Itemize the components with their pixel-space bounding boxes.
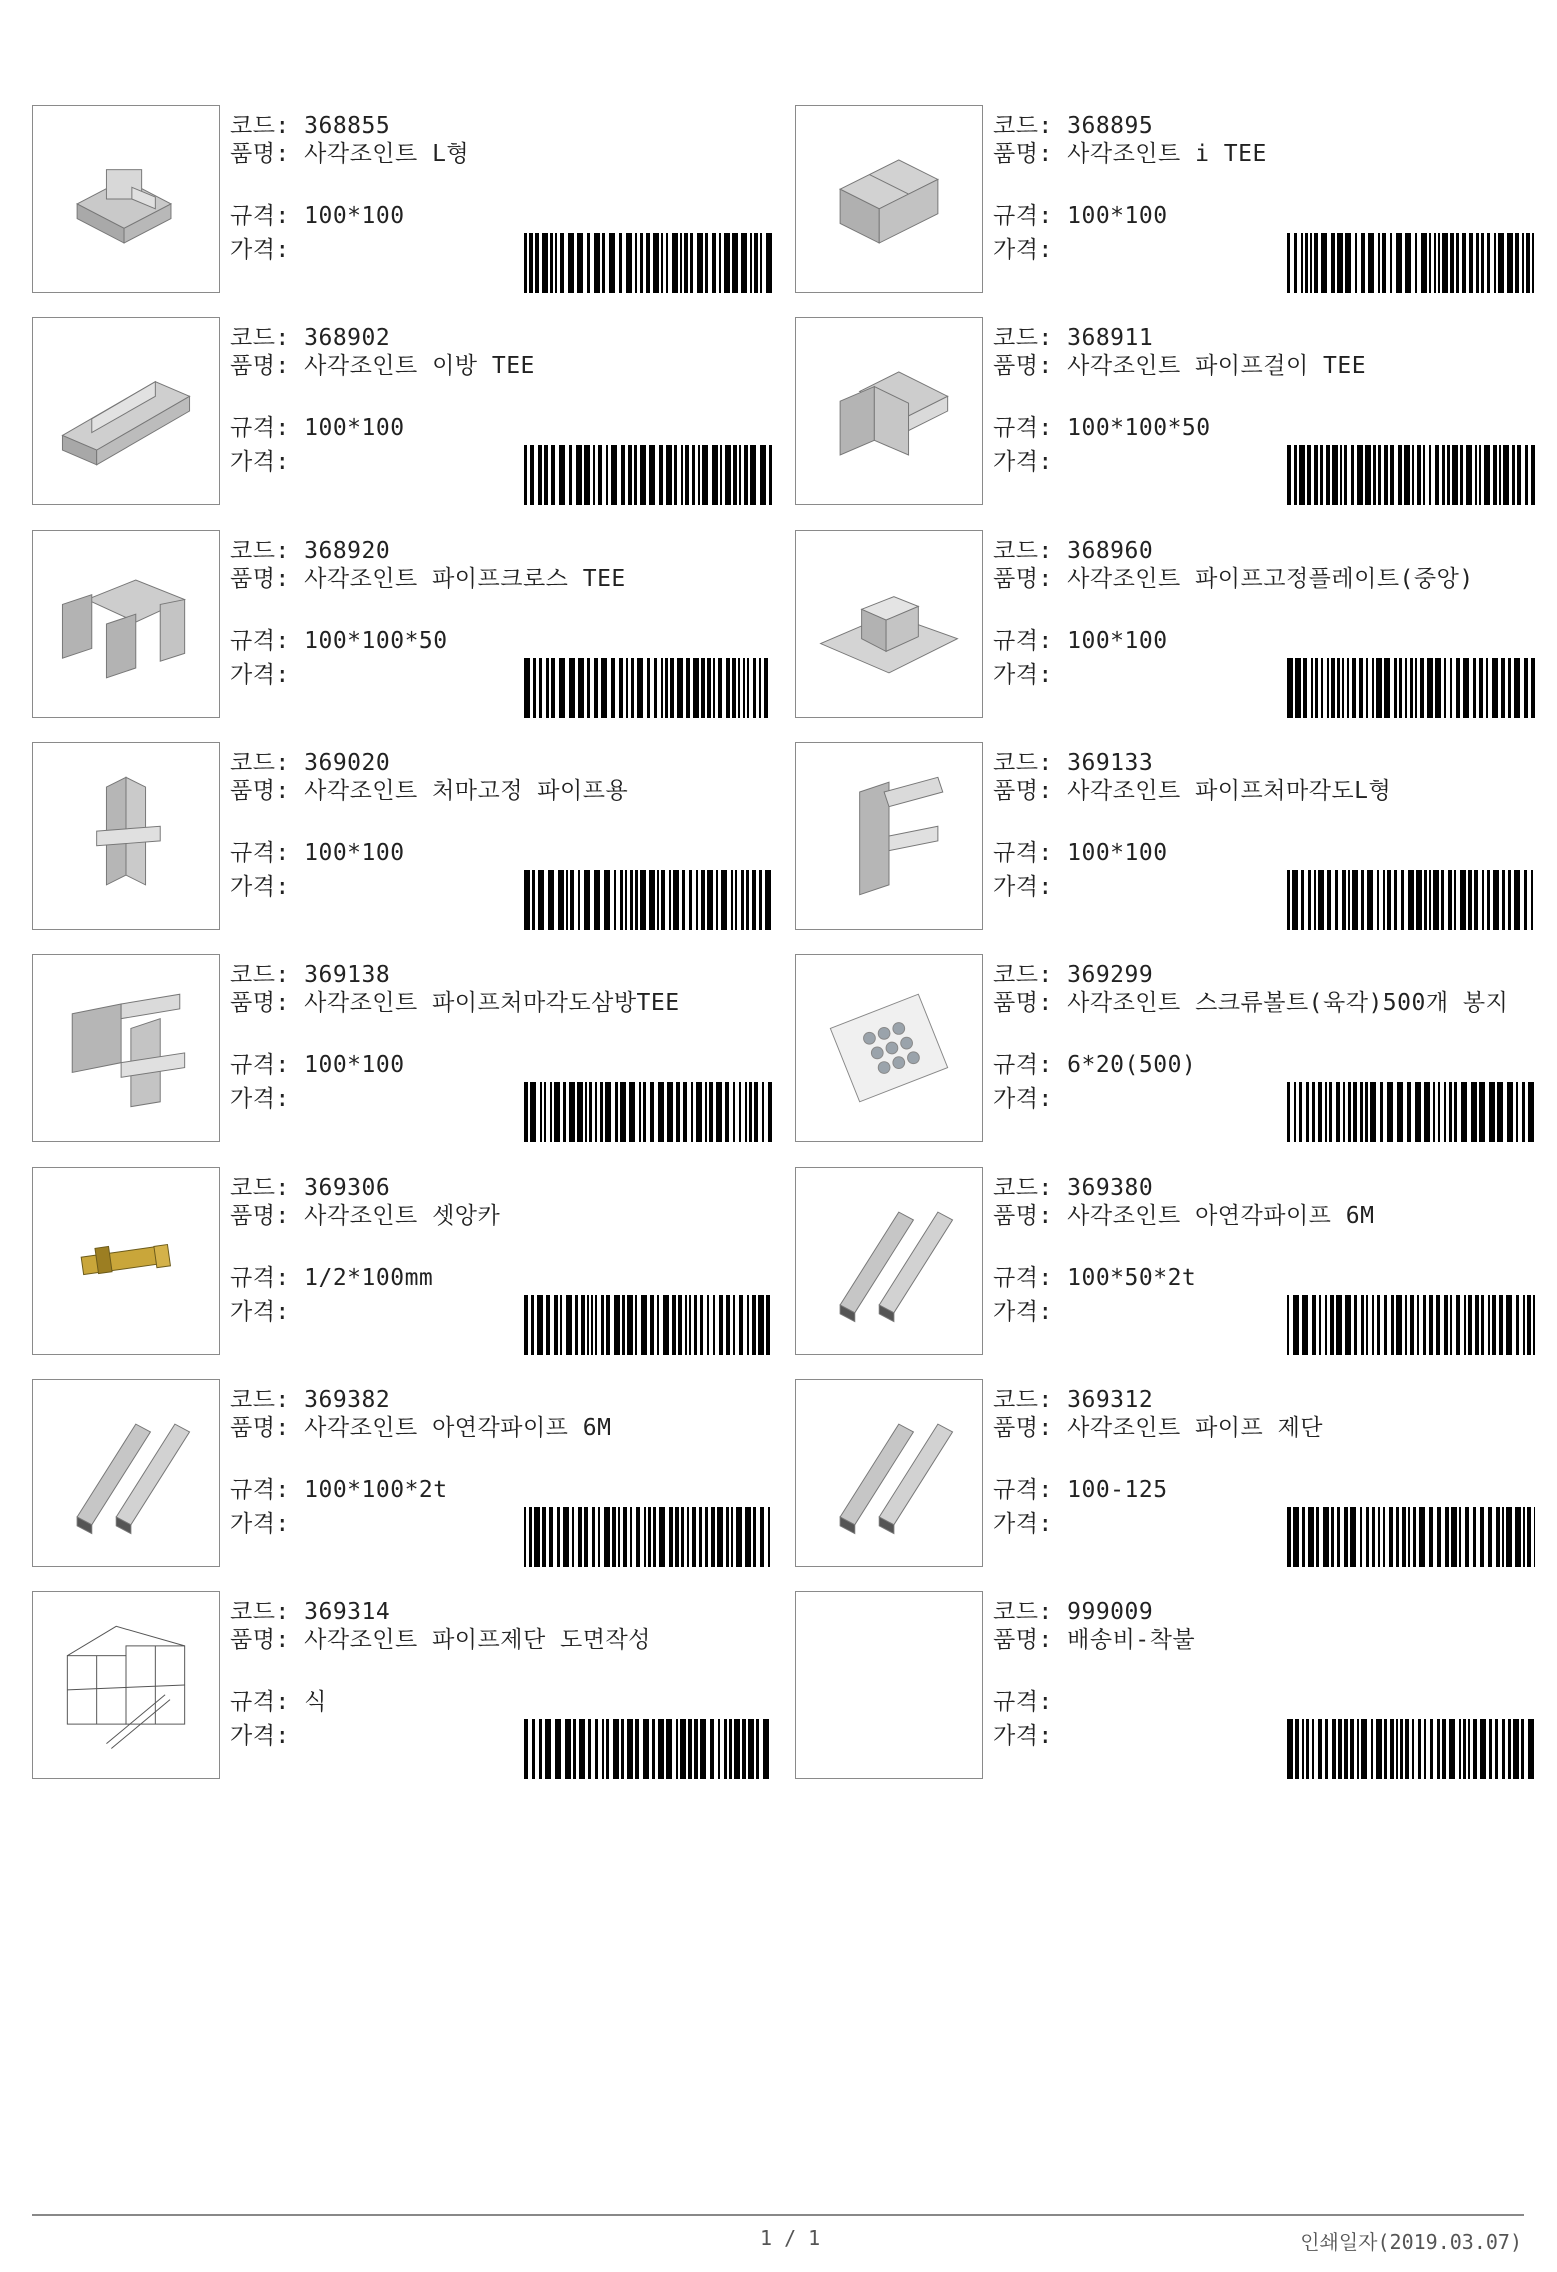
product-image: [795, 1591, 983, 1779]
product-name: 품명: 사각조인트 아연각파이프 6M: [230, 1414, 612, 1441]
product-code: 코드: 369020: [230, 749, 391, 776]
product-name: 품명: 사각조인트 처마고정 파이프용: [230, 777, 629, 804]
product-name: 품명: 사각조인트 파이프 제단: [993, 1414, 1324, 1441]
product-spec: 규격: 100*100: [230, 1052, 405, 1079]
screw-bag-icon: [801, 960, 977, 1136]
product-price: 가격:: [230, 449, 305, 476]
eaves-bracket-icon: [38, 748, 214, 924]
product-price: 가격:: [993, 1510, 1068, 1537]
product-card: [795, 317, 1535, 507]
product-price: 가격:: [993, 1723, 1068, 1750]
product-name: 품명: 사각조인트 파이프처마각도L형: [993, 777, 1392, 804]
eaves-angle-l-icon: [801, 748, 977, 924]
product-image: [795, 954, 983, 1142]
barcode: [524, 1719, 772, 1779]
barcode: [524, 658, 772, 718]
product-image: [795, 1167, 983, 1355]
product-name: 품명: 사각조인트 파이프고정플레이트(중앙): [993, 565, 1474, 592]
product-image: [32, 1167, 220, 1355]
product-image: [795, 742, 983, 930]
frame-drawing-icon: [38, 1597, 214, 1773]
product-spec: 규격: 1/2*100mm: [230, 1264, 434, 1291]
barcode: [524, 870, 772, 930]
eaves-angle-tee-icon: [38, 960, 214, 1136]
barcode: [1287, 445, 1535, 505]
product-code: 코드: 368902: [230, 325, 391, 352]
l-joint-icon: [38, 111, 214, 287]
product-name: 품명: 사각조인트 i TEE: [993, 141, 1267, 167]
product-code: 코드: 369138: [230, 962, 391, 989]
product-spec: 규격: 100*100: [230, 839, 405, 866]
barcode: [524, 233, 772, 293]
product-image: [32, 1591, 220, 1779]
product-name: 품명: 사각조인트 파이프걸이 TEE: [993, 353, 1367, 380]
product-price: 가격:: [993, 1086, 1068, 1113]
product-spec: 규격: 100*100: [993, 627, 1168, 654]
product-card: [795, 105, 1535, 295]
product-image: [32, 1379, 220, 1567]
product-name: 품명: 사각조인트 파이프크로스 TEE: [230, 565, 626, 592]
product-spec: 규격: 100*100*50: [230, 627, 448, 654]
product-spec: 규격: 100*100: [993, 203, 1168, 229]
product-name: 품명: 사각조인트 L형: [230, 141, 470, 167]
product-image: [795, 317, 983, 505]
product-card: [795, 742, 1535, 932]
product-name: 품명: 사각조인트 파이프처마각도삼방TEE: [230, 990, 680, 1017]
product-image: [32, 317, 220, 505]
barcode: [524, 445, 772, 505]
barcode: [1287, 233, 1535, 293]
product-price: 가격:: [993, 661, 1068, 688]
fixing-plate-icon: [801, 536, 977, 712]
product-price: 가격:: [230, 1298, 305, 1325]
product-code: 코드: 369380: [993, 1174, 1154, 1201]
product-image: [795, 105, 983, 293]
product-card: [795, 530, 1535, 720]
barcode: [524, 1295, 772, 1355]
product-card: [795, 1167, 1535, 1357]
barcode: [1287, 658, 1535, 718]
product-code: 코드: 368911: [993, 325, 1154, 352]
product-spec: 규격: 식: [230, 1689, 327, 1716]
product-code: 코드: 368920: [230, 537, 391, 564]
product-code: 코드: 369314: [230, 1599, 391, 1626]
product-spec: 규격: 100*50*2t: [993, 1264, 1197, 1291]
footer-divider: [32, 2214, 1524, 2216]
product-card: [32, 742, 772, 932]
product-card: [32, 105, 772, 295]
product-price: 가격:: [993, 1298, 1068, 1325]
product-price: 가격:: [230, 873, 305, 900]
barcode: [1287, 1295, 1535, 1355]
i-tee-joint-icon: [801, 111, 977, 287]
product-card: [32, 317, 772, 507]
product-image: [795, 1379, 983, 1567]
product-spec: 규격: 100*100*50: [993, 415, 1211, 442]
anchor-bolt-icon: [38, 1173, 214, 1349]
product-card: [32, 954, 772, 1144]
product-image: [32, 105, 220, 293]
product-card: [795, 1591, 1535, 1781]
barcode: [1287, 870, 1535, 930]
barcode: [1287, 1719, 1535, 1779]
product-card: [32, 1591, 772, 1781]
product-image: [32, 530, 220, 718]
product-card: [795, 954, 1535, 1144]
product-spec: 규격: 100*100*2t: [230, 1476, 448, 1503]
product-price: 가격:: [230, 1723, 305, 1750]
product-name: 품명: 사각조인트 아연각파이프 6M: [993, 1202, 1375, 1229]
pipe-cross-tee-icon: [38, 536, 214, 712]
product-price: 가격:: [230, 661, 305, 688]
square-pipe-icon: [801, 1385, 977, 1561]
square-pipe-icon: [38, 1385, 214, 1561]
print-date: 인쇄일자(2019.03.07): [1300, 2230, 1522, 2254]
product-spec: 규격: 100*100: [230, 415, 405, 442]
product-spec: 규격: 6*20(500): [993, 1052, 1197, 1079]
barcode: [524, 1082, 772, 1142]
product-card: [32, 1167, 772, 1357]
page-number: 1 / 1: [760, 2226, 821, 2250]
two-way-tee-icon: [38, 323, 214, 499]
product-name: 품명: 사각조인트 셋앙카: [230, 1202, 501, 1229]
product-spec: 규격:: [993, 1689, 1068, 1716]
product-price: 가격:: [230, 237, 305, 263]
product-name: 품명: 사각조인트 파이프제단 도면작성: [230, 1627, 651, 1654]
product-card: [795, 1379, 1535, 1569]
product-spec: 규격: 100*100: [230, 203, 405, 229]
no-image: [801, 1597, 977, 1773]
product-image: [32, 742, 220, 930]
barcode: [1287, 1082, 1535, 1142]
product-spec: 규격: 100-125: [993, 1476, 1168, 1503]
product-image: [32, 954, 220, 1142]
product-spec: 규격: 100*100: [993, 839, 1168, 866]
product-name: 품명: 사각조인트 이방 TEE: [230, 353, 535, 380]
product-code: 코드: 368960: [993, 537, 1154, 564]
product-name: 품명: 배송비-착불: [993, 1627, 1196, 1654]
product-card: [32, 530, 772, 720]
product-card: [32, 1379, 772, 1569]
product-code: 코드: 369133: [993, 749, 1154, 776]
product-code: 코드: 368895: [993, 113, 1154, 139]
product-price: 가격:: [993, 237, 1068, 263]
product-price: 가격:: [230, 1510, 305, 1537]
barcode: [1287, 1507, 1535, 1567]
product-code: 코드: 369306: [230, 1174, 391, 1201]
barcode: [524, 1507, 772, 1567]
pipe-hanger-tee-icon: [801, 323, 977, 499]
product-price: 가격:: [993, 449, 1068, 476]
product-image: [795, 530, 983, 718]
product-code: 코드: 368855: [230, 113, 391, 139]
product-code: 코드: 369382: [230, 1386, 391, 1413]
product-code: 코드: 369312: [993, 1386, 1154, 1413]
square-pipe-icon: [801, 1173, 977, 1349]
product-price: 가격:: [993, 873, 1068, 900]
product-price: 가격:: [230, 1086, 305, 1113]
product-name: 품명: 사각조인트 스크류볼트(육각)500개 봉지: [993, 990, 1509, 1017]
product-code: 코드: 999009: [993, 1599, 1154, 1626]
product-code: 코드: 369299: [993, 962, 1154, 989]
